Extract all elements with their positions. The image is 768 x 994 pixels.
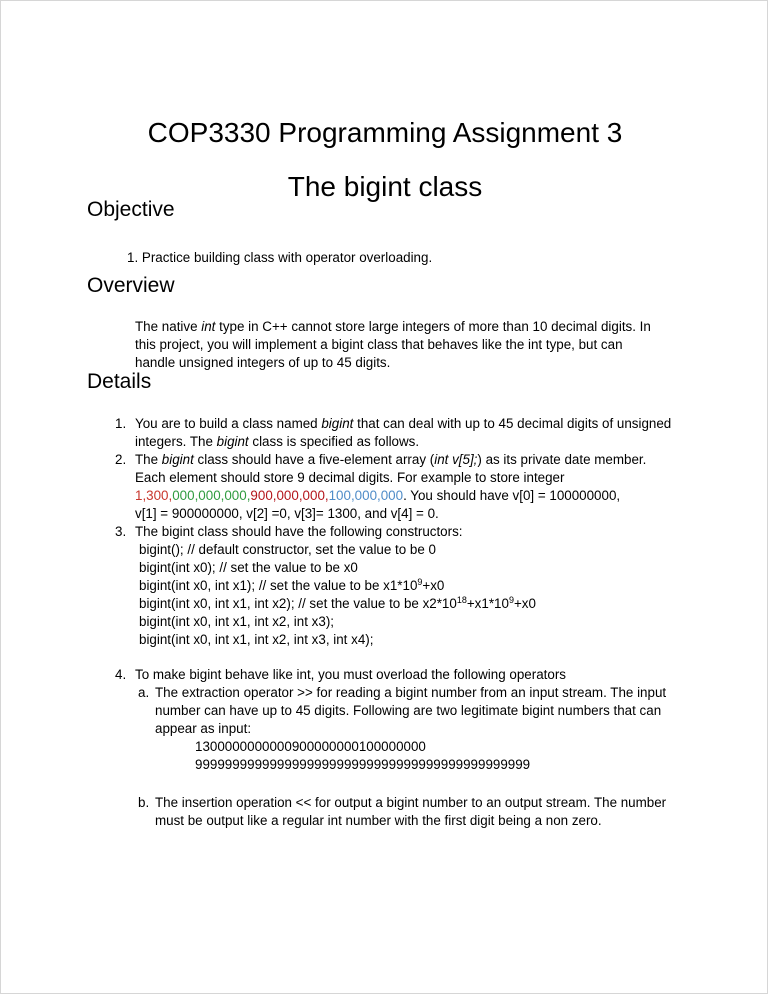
details-heading: Details [87, 370, 152, 393]
details-item-2: 2. The bigint class should have a five-element array (int v[5];) as its private date member. Each element should store 9 decimal digits. For example to store integer 1,300,000,000,000,900,000,000,100,000,000. You should have v[0] = 100000000, v[1] = 900000000, v[2] =0, v[3]= 1300, and v[4] = 0. [115, 452, 647, 521]
example-number-1: 1300000000000900000000100000000 [195, 739, 426, 754]
constructor-4: bigint(int x0, int x1, int x2, int x3); [139, 614, 334, 629]
digits-darkred: 900,000,000, [250, 488, 329, 503]
overview-heading: Overview [87, 274, 175, 297]
digits-green: 000,000,000, [172, 488, 251, 503]
overview-paragraph: The native int type in C++ cannot store large integers of more than 10 decimal digits. In this project, you will implement a bigint class that behaves like the int type, but can handle unsigned integers of up to 45 digits. [135, 319, 651, 370]
constructor-default: bigint(); // default constructor, set the value to be 0 [139, 542, 436, 557]
constructor-1: bigint(int x0); // set the value to be x0 [139, 560, 358, 575]
constructor-2: bigint(int x0, int x1); // set the value to be $x1*10^9+x0$ [139, 577, 445, 593]
details-item-3: 3. The bigint class should have the following constructors: bigint(); // default constructor, set the value to be 0 bigint(int x0); // set the value to be x0 bigint(int x0, int x1); // set the value to be $x1*10^9+x0$ bigint(int x0, int x1, int x2); // set the value to be $x2*10^{18}+x1*10^9+x0$ bigint(int x0, int x1, int x2, int x3); bigint(int x0, int x1, int x2, int x3, int x4); [135, 523, 675, 649]
constructor-3: bigint(int x0, int x1, int x2); // set the value to be $x2*10^{18}+x1*10^9+x0$ [139, 595, 536, 611]
constructor-5: bigint(int x0, int x1, int x2, int x3, int x4); [139, 632, 374, 647]
digits-blue: 100,000,000 [328, 488, 404, 503]
objective-item: 1. Practice building class with operator overloading. [127, 250, 433, 265]
document-subtitle: The bigint class [287, 171, 483, 202]
details-item-4: 4. To make bigint behave like int, you must overload the following operators a. The extraction operator >> for reading a bigint number from an input stream. The input number can have up to 45 digits. Following are two legitimate bigint numbers that can appear as input: 1300000000000900000000100000000 999999999999999999999999999999999999999999999 b. The insertion operation << for output a bigint number to an output stream. The number must be output like a regular int number with the first digit being a non zero. [135, 666, 675, 830]
objective-heading: Objective [87, 198, 175, 221]
document-title: COP3330 Programming Assignment 3 [147, 117, 623, 148]
subitem-a: a. The extraction operator >> for reading a bigint number from an input stream. The input number can have up to 45 digits. Following are two legitimate bigint numbers that can appear as input: 1300000000000900000000100000000 999999999999999999999999999999999999999999999 [155, 684, 675, 774]
digits-red: 1,300, [135, 488, 173, 503]
example-number-2: 999999999999999999999999999999999999999999999 [195, 757, 531, 772]
subitem-b: b. The insertion operation << for output a bigint number to an output stream. The number must be output like a regular int number with the first digit being a non zero. [138, 795, 667, 828]
details-item-1: 1. You are to build a class named bigint that can deal with up to 45 decimal digits of unsigned integers. The bigint class is specified as follows. [115, 416, 672, 449]
objective-list [127, 249, 432, 267]
